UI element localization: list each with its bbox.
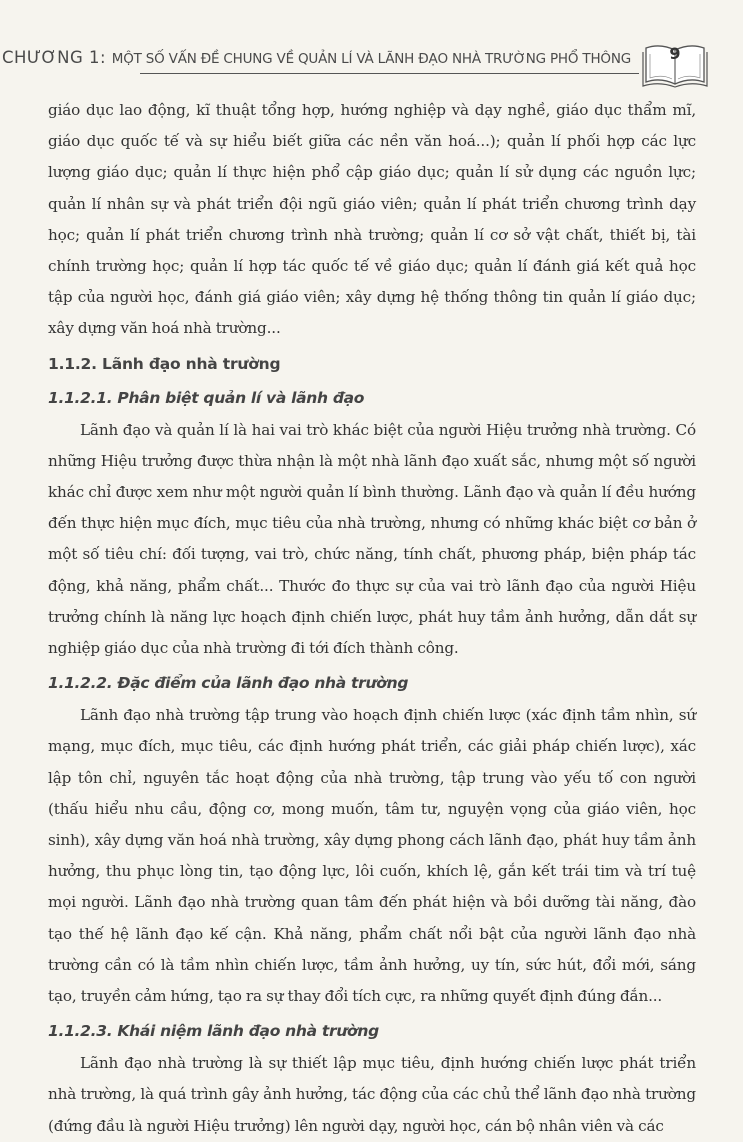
page-body [48,95,696,1142]
page-number: 9 [669,44,681,63]
intro-paragraph: giáo dục lao động, kĩ thuật tổng hợp, hướng nghiệp và dạy nghề, giáo dục thẩm mĩ, giáo dục quốc tế và sự hiểu biết giữa các nền văn hoá...); quản lí phối hợp các lực lượng giáo dục; quản lí thực hiện phổ cập giáo dục; quản lí sử dụng các nguồn lực; quản lí nhân sự và phát triển đội ngũ giáo viên; quản lí phát triển chương trình dạy học; quản lí phát triển chương trình nhà trường; quản lí cơ sở vật chất, thiết bị, tài chính trường học; quản lí hợp tác quốc tế về giáo dục; quản lí đánh giá kết quả học tập của người học, đánh giá giáo viên; xây dựng hệ thống thông tin quản lí giáo dục; xây dựng văn hoá nhà trường... [48,101,696,338]
subsection-heading-1-1-2-2: 1.1.2.2. Đặc điểm của lãnh đạo nhà trường [48,674,409,693]
subsection-heading-1-1-2-1: 1.1.2.1. Phân biệt quản lí và lãnh đạo [48,388,365,407]
subsection-heading-1-1-2-3: 1.1.2.3. Khái niệm lãnh đạo nhà trường [48,1022,379,1041]
chapter-title-text: MỘT SỐ VẤN ĐỀ CHUNG VỀ QUẢN LÍ VÀ LÃNH ĐẠO NHÀ TRƯỜNG PHỔ THÔNG [111,51,631,67]
header-rule [140,73,639,74]
running-header [0,40,743,90]
paragraph-1-1-2-3: Lãnh đạo nhà trường là sự thiết lập mục tiêu, định hướng chiến lược phát triển nhà trường, là quá trình gây ảnh hưởng, tác động của các chủ thể lãnh đạo nhà trường (đứng đầu là người Hiệu trưởng) lên người dạy, người học, cán bộ nhân viên và các [48,1054,696,1135]
chapter-title [2,48,631,67]
paragraph-1-1-2-1: Lãnh đạo và quản lí là hai vai trò khác biệt của người Hiệu trưởng nhà trường. Có những Hiệu trưởng được thừa nhận là một nhà lãnh đạo xuất sắc, nhưng một số người khác chỉ được xem như một người quản lí bình thường. Lãnh đạo và quản lí đều hướng đến thực hiện mục đích, mục tiêu của nhà trường, nhưng có những khác biệt cơ bản ở một số tiêu chí: đối tượng, vai trò, chức năng, tính chất, phương pháp, biện pháp tác động, khả năng, phẩm chất... Thước đo thực sự của vai trò lãnh đạo của người Hiệu trưởng chính là năng lực hoạch định chiến lược, phát huy tầm ảnh hưởng, dẫn dắt sự nghiệp giáo dục của nhà trường đi tới đích thành công. [48,420,696,658]
paragraph-1-1-2-2: Lãnh đạo nhà trường tập trung vào hoạch định chiến lược (xác định tầm nhìn, sứ mạng, mục đích, mục tiêu, các định hướng phát triển, các giải pháp chiến lược), xác lập tôn chỉ, nguyên tắc hoạt động của nhà trường, tập trung vào yếu tố con người (thấu hiểu nhu cầu, động cơ, mong muốn, tâm tư, nguyện vọng của giáo viên, học sinh), xây dựng văn hoá nhà trường, xây dựng phong cách lãnh đạo, phát huy tầm ảnh hưởng, thu phục lòng tin, tạo động lực, lôi cuốn, khích lệ, gắn kết trái tim và trí tuệ mọi người. Lãnh đạo nhà trường quan tâm đến phát hiện và bồi dưỡng tài năng, đào tạo thế hệ lãnh đạo kế cận. Khả năng, phẩm chất nổi bật của người lãnh đạo nhà trường cần có là tầm nhìn chiến lược, tầm ảnh hưởng, uy tín, sức hút, đổi mới, sáng tạo, truyền cảm hứng, tạo ra sự thay đổi tích cực, ra những quyết định đúng đắn... [48,706,696,1006]
chapter-prefix: CHƯƠNG 1: [1,48,112,67]
section-heading-1-1-2: 1.1.2. Lãnh đạo nhà trường [48,354,281,373]
